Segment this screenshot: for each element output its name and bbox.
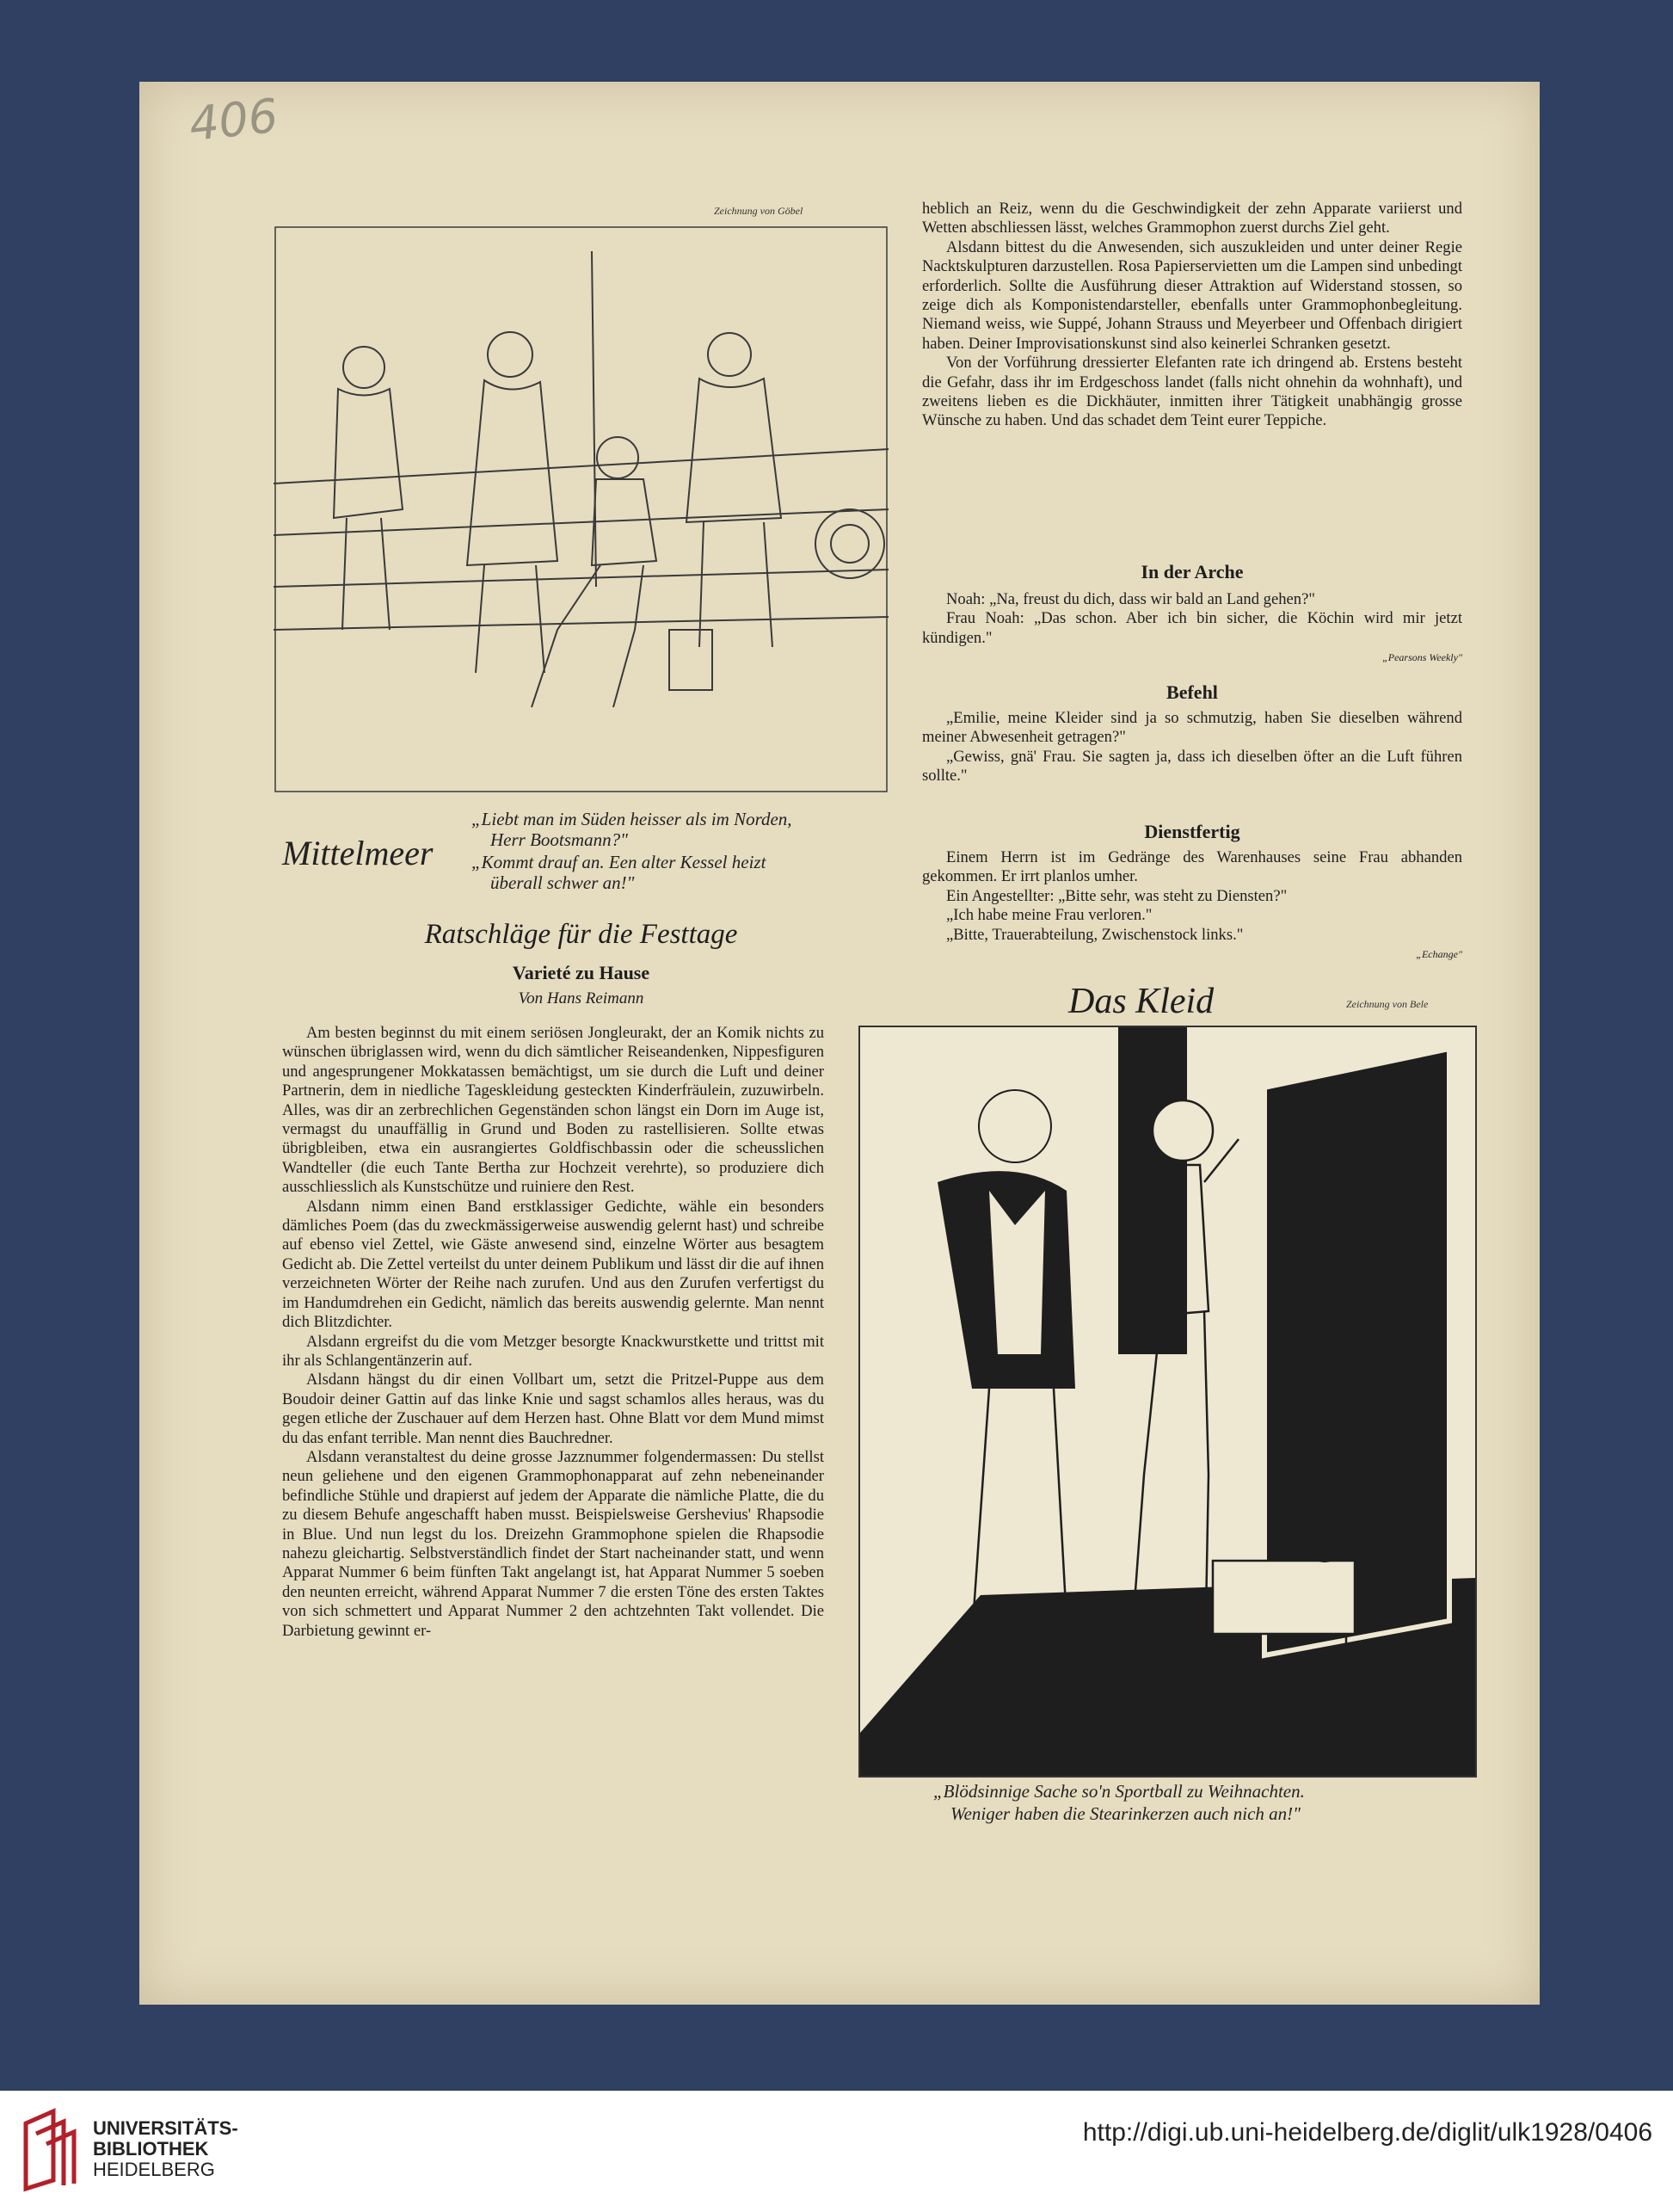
joke-line: Einem Herrn ist im Gedränge des Warenhauses seine Frau abhanden gekommen. Er irrt planlos umher. [922, 848, 1462, 886]
article-paragraph: Alsdann hängst du dir einen Vollbart um, setzt die Pritzel-Puppe aus dem Boudoir deiner Gattin auf das linke Knie und sagst schamlos alles heraus, was du gegen etliche der Zuschauer auf dem Herzen hast. Ohne Blatt vor dem Mund mimst du das enfant terrible. Man nennt dies Bauchredner. [282, 1371, 824, 1447]
bottom-illustration-das-kleid [858, 1026, 1477, 1778]
joke-line: „Ich habe meine Frau verloren." [946, 906, 1153, 925]
article-paragraph: Alsdann ergreifst du die vom Metzger besorgte Knackwurstkette und trittst mit ihr als Schlangentänzerin auf. [282, 1332, 824, 1370]
joke-line: „Gewiss, gnä' Frau. Sie sagten ja, dass ich dieselben öfter an die Luft führen sollte." [922, 747, 1462, 786]
article-continuation: Von der Vorführung dressierter Elefanten rate ich dringend ab. Erstens besteht die Gefahr, dass ihr im Erdgeschoss landet (falls nicht ohnehin da wohnhaft), und zweitens lieben es die Dickhäuter, inmitten ihrer Tätigkeit unabhängig grosse Wünsche zu haben. Und das schadet dem Teint eurer Teppiche. [922, 354, 1462, 430]
article-author: Von Hans Reimann [518, 989, 644, 1007]
bottom-illustration-caption-2: Weniger haben die Stearinkerzen auch nich an!" [950, 1803, 1301, 1824]
illustrator-signature: Bele 28 [1402, 1741, 1455, 1759]
joke-heading-arche: In der Arche [1141, 561, 1244, 582]
logo-line-1: UNIVERSITÄTS- [93, 2117, 238, 2139]
joke-line: „Emilie, meine Kleider sind ja so schmutzig, haben Sie dieselben während meiner Abwesenheit getragen?" [922, 709, 1462, 747]
library-footer [0, 2091, 1673, 2212]
logo-line-2: BIBLIOTHEK [93, 2138, 209, 2160]
top-illustration-caption-4: überall schwer an!" [490, 872, 635, 893]
logo-line-3: HEIDELBERG [93, 2159, 215, 2180]
dress-mirror-drawing [860, 1027, 1475, 1776]
joke-dienstfertig [922, 848, 1462, 964]
bottom-illustration-credit: Zeichnung von Bele [1346, 998, 1429, 1010]
article-continuation: Alsdann bittest du die Anwesenden, sich auszukleiden und unter deiner Regie Nacktskulpturen darzustellen. Rosa Papierservietten um die Lampen sind unbedingt erforderlich. Sollte die Ausführung dieser Attraktion auf Widerstand stossen, so zeige dich als Komponistendarsteller, ebenfalls unter Grammophonbegleitung. Niemand weiss, wie Suppé, Johann Strauss und Meyerbeer und Offenbach dirigiert haben. Deiner Improvisationskunst sind also keinerlei Schranken gesetzt. [922, 237, 1462, 353]
joke-arche [922, 590, 1462, 668]
article-right-column [922, 200, 1462, 431]
top-illustration-credit: Zeichnung von Göbel [714, 205, 803, 217]
joke-heading-dienstfertig: Dienstfertig [1144, 821, 1240, 842]
joke-line: Ein Angestellter: „Bitte sehr, was steht zu Diensten?" [946, 886, 1288, 905]
article-title: Ratschläge für die Festtage [424, 919, 738, 950]
joke-befehl [922, 709, 1462, 786]
article-left-column [282, 1024, 824, 1641]
ship-deck-drawing [274, 225, 889, 793]
bottom-illustration-title: Das Kleid [1068, 982, 1215, 1021]
joke-line: Noah: „Na, freust du dich, dass wir bald an Land gehen?" [946, 590, 1315, 608]
library-logo-text [93, 2118, 238, 2180]
joke-line: „Bitte, Trauerabteilung, Zwischenstock links." [946, 925, 1244, 944]
top-illustration-caption-3: „Kommt drauf an. Een alter Kessel heizt [471, 852, 766, 872]
joke-line: Frau Noah: „Das schon. Aber ich bin sicher, die Köchin wird mir jetzt kündigen." [922, 609, 1462, 647]
article-subtitle: Varieté zu Hause [512, 962, 650, 983]
article-continuation: heblich an Reiz, wenn du die Geschwindigkeit der zehn Apparate variierst und Wetten abschliessen lässt, welches Grammophon zuerst durchs Ziel geht. [922, 200, 1462, 237]
joke-heading-befehl: Befehl [1166, 681, 1218, 703]
article-paragraph: Am besten beginnst du mit einem seriösen Jongleurakt, der an Komik nichts zu wünschen übriglassen wird, wenn du dich sämtlicher Reiseandenken, Nippesfiguren und angesprungener Mokkatassen bemächtigst, um sie durch die Luft und deiner Partnerin, dem in niedliche Tageskleidung gesteckten Kinderfräulein, zuzuwirbeln. Alles, was dir an zerbrechlichen Gegenständen schon längst ein Dorn im Auge ist, vermagst du unauffällig in Grund und Boden zu rastellisieren. Sollte etwas übrigbleiben, etwa ein ausrangiertes Goldfischbassin oder die scheusslichen Wandteller (die euch Tante Bertha zur Hochzeit verehrte), so produziere dich ausschliesslich als Kunstschütze und ruiniere den Rest. [282, 1024, 824, 1197]
ub-heidelberg-logo-icon [19, 2106, 81, 2192]
article-paragraph: Alsdann veranstaltest du deine grosse Jazznummer folgendermassen: Du stellst neun geliehene und den eigenen Grammophonapparat auf zehn nebeneinander befindliche Stühle und drapierst auf jedem der Apparate die nämliche Platte, die du zu diesem Behufe angeschafft haben musst. Beispielsweise Gershevius' Rhapsodie in Blue. Und nun legst du los. Dreizehn Grammophone spielen die Rhapsodie nahezu gleichartig. Selbstverständlich findet der Start nacheinander statt, und wenn Apparat Nummer 6 beim fünften Takt angelangt ist, hat Apparat Nummer 5 soeben den neunten erreicht, während Apparat Nummer 7 die ersten Töne des ersten Taktes von sich schmettert und Apparat Nummer 2 den achtzehnten Takt vollendet. Die Darbietung gewinnt er- [282, 1447, 824, 1640]
permalink-url[interactable]: http://digi.ub.uni-heidelberg.de/diglit/ulk1928/0406 [1082, 2118, 1652, 2147]
joke-source: „Pearsons Weekly" [1382, 651, 1462, 664]
top-illustration-mittelmeer [274, 225, 889, 793]
joke-source: „Echange" [1416, 948, 1462, 961]
handwritten-page-number: 406 [186, 88, 281, 152]
top-illustration-caption-1: „Liebt man im Süden heisser als im Norden, [471, 809, 792, 829]
bottom-illustration-caption-1: „Blödsinnige Sache so'n Sportball zu Weihnachten. [933, 1781, 1305, 1802]
top-illustration-title: Mittelmeer [282, 834, 434, 872]
top-illustration-caption-2: Herr Bootsmann?" [490, 829, 628, 850]
article-paragraph: Alsdann nimm einen Band erstklassiger Gedichte, wähle ein besonders dämliches Poem (das du zweckmässigerweise auswendig gelernt hast) und schreibe auf ebenso viel Zettel, wie Gäste anwesend sind, einzelne Wörter aus besagtem Gedicht ab. Die Zettel verteilst du unter deinem Publikum und lässt dir die auf ihnen verzeichneten Wörter der Reihe nach zurufen. Und aus den Zurufen verfertigst du im Handumdrehen ein Gedicht, nämlich das bereits auswendig gelernte. Man nennt dich Blitzdichter. [282, 1197, 824, 1332]
